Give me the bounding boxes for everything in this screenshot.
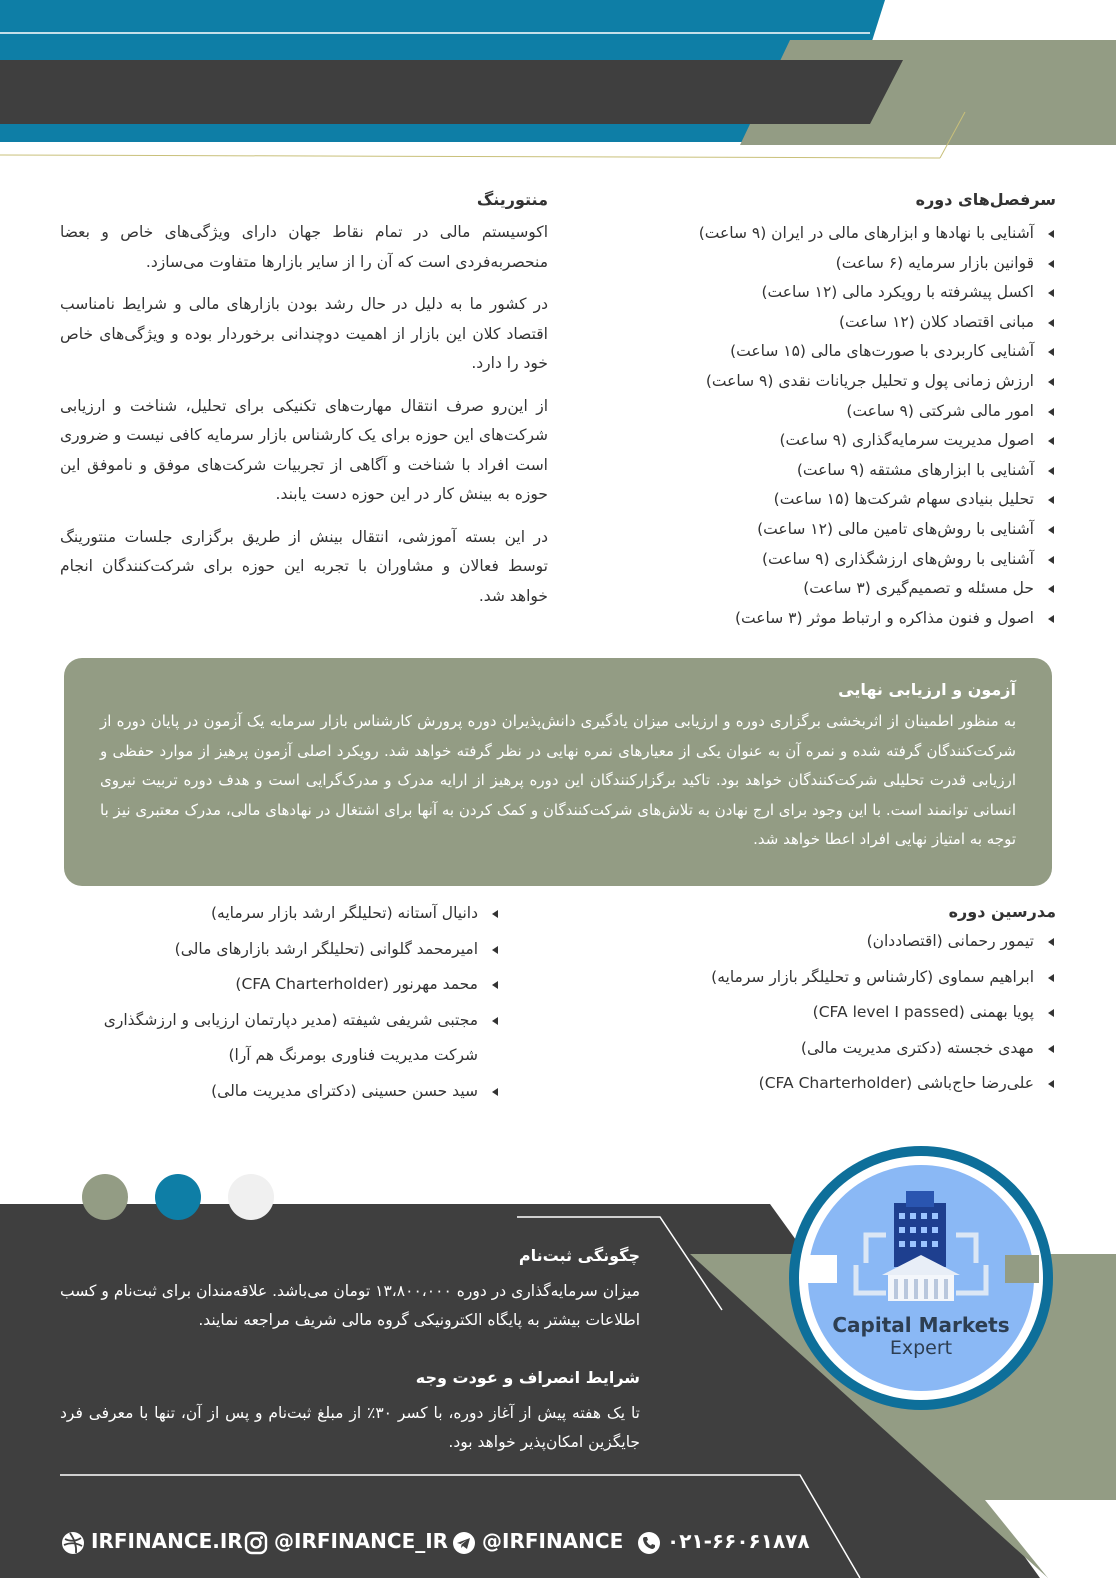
instructors-list-left	[60, 896, 500, 1109]
syllabus-item: اکسل پیشرفته با رویکرد مالی (۱۲ ساعت)	[616, 278, 1056, 308]
logo-emblem	[786, 1143, 1056, 1413]
syllabus-item: آشنایی با ابزارهای مشتقه (۹ ساعت)	[616, 456, 1056, 486]
syllabus-item: مبانی اقتصاد کلان (۱۲ ساعت)	[616, 308, 1056, 338]
phone-icon	[637, 1531, 661, 1555]
exam-title: آزمون و ارزیابی نهایی	[838, 680, 1016, 699]
exam-text: به منظور اطمینان از اثربخشی برگزاری دوره و ارزیابی میزان یادگیری دانش‌پذیران دوره پرورش کارشناس بازار سرمایه یک آزمون در پایان دوره از شرکت‌کنندگان گرفته شده و نمره آن به عنوان یکی از معیارهای نمره نهایی در نظر گرفته خواهد شد. رویکرد اصلی آزمون پرهیز از موارد حفظی و ارزیابی قدرت تحلیلی شرکت‌کنندگان خواهد بود. تاکید برگزارکنندگان این دوره پرهیز از ارایه مدرک و مدرک‌گرایی است و هدف دوره تربیت نیروی انسانی توانمند است. با این وجود برای ارج نهادن به تلاش‌های شرکت‌کنندگان و کمک کردن به آنها برای اشتغال در نهادهای مالی، مدرک معتبری نیز با توجه به امتیاز نهایی افراد اعطا خواهد شد.	[100, 712, 1016, 848]
dribbble-icon	[61, 1531, 85, 1555]
registration-section	[60, 1246, 640, 1335]
syllabus-item: قوانین بازار سرمایه (۶ ساعت)	[616, 249, 1056, 279]
instructor-item: مهدی خجسته (دکتری مدیریت مالی)	[596, 1031, 1056, 1067]
telegram-label: @IRFINANCE	[482, 1529, 624, 1553]
syllabus-item: آشنایی با روش‌های تامین مالی (۱۲ ساعت)	[616, 515, 1056, 545]
contact-website[interactable]	[61, 1529, 243, 1555]
telegram-icon	[452, 1531, 476, 1555]
instructors-title: مدرسین دوره	[948, 902, 1056, 921]
registration-title: چگونگی ثبت‌نام	[518, 1246, 640, 1265]
syllabus-item: اصول و فنون مذاکره و ارتباط موثر (۳ ساعت)	[616, 604, 1056, 634]
instagram-icon	[244, 1531, 268, 1555]
capital-markets-expert-logo	[786, 1143, 1056, 1413]
contact-instagram[interactable]	[244, 1529, 448, 1555]
mentoring-paragraph: از این‌رو صرف انتقال مهارت‌های تکنیکی برای تحلیل، شناخت و ارزیابی شرکت‌های این حوزه برای یک کارشناس بازار سرمایه کافی نیست و ضروری است افراد با شناخت و آگاهی از تجربیات شرکت‌های موفق و ناموفق این حوزه به بینش کار در این حوزه دست یابند.	[60, 396, 548, 503]
instructor-item: مجتبی شریفی شیفته (مدیر دپارتمان ارزیابی و ارزشگذاری شرکت مدیریت فناوری بومرنگ هم آرا)	[60, 1003, 500, 1074]
instructor-item: محمد مهرنور (CFA Charterholder)	[60, 967, 500, 1003]
website-label: IRFINANCE.IR	[91, 1529, 243, 1553]
mentoring-paragraph: در این بسته آموزشی، انتقال بینش از طریق برگزاری جلسات منتورینگ توسط فعالان و مشاوران با تجربه این حوزه برای شرکت‌کنندگان انجام خواهد شد.	[60, 527, 548, 605]
phone-label: ۰۲۱-۶۶۰۶۱۸۷۸	[667, 1529, 810, 1553]
syllabus-title: سرفصل‌های دوره	[915, 190, 1056, 209]
instructors-section	[596, 902, 1056, 1102]
syllabus-item: ارزش زمانی پول و تحلیل جریانات نقدی (۹ ساعت)	[616, 367, 1056, 397]
syllabus-item: تحلیل بنیادی سهام شرکت‌ها (۱۵ ساعت)	[616, 485, 1056, 515]
refund-title: شرایط انصراف و عودت وجه	[415, 1368, 640, 1387]
instructors-section-left	[60, 896, 500, 1109]
contact-phone[interactable]	[637, 1529, 810, 1555]
mentoring-paragraph: در کشور ما به دلیل در حال رشد بودن بازارهای مالی و شرایط نامناسب اقتصاد کلان این بازار از اهمیت دوچندانی برخوردار بوده و ویژگی‌های خاص خود را دارد.	[60, 295, 548, 372]
instructors-list-right	[596, 924, 1056, 1102]
logo-line1: Capital Markets	[832, 1313, 1010, 1337]
refund-text: تا یک هفته پیش از آغاز دوره، با کسر ۳۰٪ از مبلغ ثبت‌نام و پس از آن، تنها با معرفی فرد جایگزین امکان‌پذیر خواهد بود.	[60, 1404, 640, 1451]
instructor-item: ابراهیم سماوی (کارشناس و تحلیلگر بازار سرمایه)	[596, 960, 1056, 996]
mentoring-text	[60, 218, 548, 611]
instagram-label: @IRFINANCE_IR	[274, 1529, 449, 1553]
instructor-item: علی‌رضا حاج‌باشی (CFA Charterholder)	[596, 1066, 1056, 1102]
instructor-item: سید حسن حسینی (دکترای مدیریت مالی)	[60, 1074, 500, 1110]
mentoring-paragraph: اکوسیستم مالی در تمام نقاط جهان دارای ویژگی‌های خاص و بعضا منحصربه‌فردی است که آن را از سایر بازارها متفاوت می‌سازد.	[60, 223, 548, 271]
syllabus-section	[616, 190, 1056, 633]
syllabus-item: آشنایی با نهادها و ابزارهای مالی در ایران (۹ ساعت)	[616, 219, 1056, 249]
mentoring-section	[60, 190, 548, 624]
registration-text: میزان سرمایه‌گذاری در دوره ۱۳،۸۰۰،۰۰۰ تومان می‌باشد. علاقه‌مندان برای ثبت‌نام و کسب اطلاعات بیشتر به پایگاه الکترونیکی گروه مالی شریف مراجعه نمایند.	[60, 1282, 641, 1329]
instructor-item: امیرمحمد گلوانی (تحلیلگر ارشد بازارهای مالی)	[60, 932, 500, 968]
header-banner	[0, 0, 1116, 160]
syllabus-item: آشنایی با روش‌های ارزشگذاری (۹ ساعت)	[616, 545, 1056, 575]
mentoring-title: منتورینگ	[476, 190, 548, 209]
instructor-item: پویا بهمنی (CFA level I passed)	[596, 995, 1056, 1031]
instructor-item: دانیال آستانه (تحلیلگر ارشد بازار سرمایه)	[60, 896, 500, 932]
refund-section	[60, 1368, 640, 1457]
syllabus-item: اصول مدیریت سرمایه‌گذاری (۹ ساعت)	[616, 426, 1056, 456]
exam-box	[64, 658, 1052, 886]
syllabus-item: امور مالی شرکتی (۹ ساعت)	[616, 397, 1056, 427]
syllabus-list	[616, 219, 1056, 633]
syllabus-item: حل مسئله و تصمیم‌گیری (۳ ساعت)	[616, 574, 1056, 604]
syllabus-item: آشنایی کاربردی با صورت‌های مالی (۱۵ ساعت)	[616, 337, 1056, 367]
instructor-item: تیمور رحمانی (اقتصاددان)	[596, 924, 1056, 960]
contact-telegram[interactable]	[452, 1529, 623, 1555]
logo-line2: Expert	[889, 1337, 953, 1359]
